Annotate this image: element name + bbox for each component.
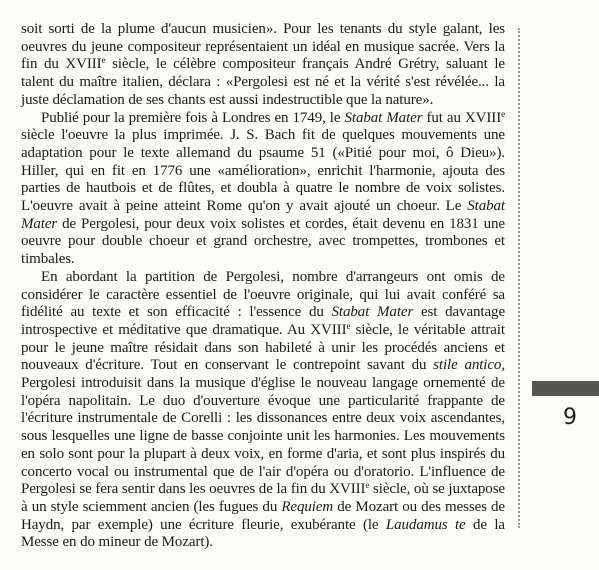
margin-dotted-rule — [518, 28, 520, 528]
text-run: Publié pour la première fois à Londres en 1749, le — [41, 109, 345, 126]
italic-title: Stabat Mater — [21, 198, 505, 232]
text-run: de la Messe en do mineur de Mozart). — [21, 516, 505, 551]
text-run: de Mozart ou des messes de Haydn, par exemple) une écriture fleurie, exubérante (le — [21, 498, 505, 533]
italic-title: Requiem — [281, 498, 334, 515]
text-run: siècle l'oeuvre la plus imprimée. J. S. Bach fit de quelques mouvements une adaptation pour le texte allemand du psaume 51 («Pitié pour moi, ô Dieu»). Hiller, qui en fit en 1776 une «amélioration», enrichit l'harmonie, ajouta des parties de hautbois et de flûtes, et doubla à quatre le nombre de voix solistes. L'oeuvre avait à peine atteint Rome qu'on y avait ajouté un choeur. Le — [21, 127, 505, 215]
body-text — [21, 21, 505, 552]
text-run: En abordant la partition de Pergolesi, nombre d'arrangeurs ont omis de considérer le caractère essentiel de l'oeuvre originale, qui lui avait conféré sa fidélité au texte et son efficacité : l'essence du — [21, 268, 505, 321]
paragraph-3 — [21, 269, 505, 552]
superscript: e — [346, 320, 351, 331]
text-run: siècle, où se juxtapose à un style sciemment ancien (les fugues du — [21, 481, 505, 515]
text-run: siècle, le célèbre compositeur français André Grétry, saluant le talent du maître italien, déclara : «Pergolesi est né et la vérité s'est révélée... la juste déclamation de ses chants est aussi indestructible que la nature». — [21, 56, 505, 108]
text-run: est davantage introspective et méditative que dramatique. Au XVIII — [21, 304, 506, 338]
text-run: siècle, le véritable attrait pour le jeune maître résidait dans son habileté à unir les procédés anciens et nouveaux d'écriture. Tout en conservant le contrepoint savant du — [21, 321, 505, 374]
text-run: fut au XVIII — [422, 109, 502, 126]
superscript: e — [101, 55, 106, 66]
paragraph-1 — [21, 21, 505, 110]
italic-title: Stabat Mater — [331, 304, 414, 321]
thumb-index-tab — [532, 381, 599, 396]
page-number: 9 — [563, 405, 577, 430]
superscript: e — [501, 108, 505, 119]
paragraph-2 — [21, 110, 505, 269]
italic-term: stile antico, — [433, 357, 505, 374]
superscript: e — [365, 480, 370, 491]
text-run: Pergolesi introduisit dans la musique d'église le nouveau langage ornementé de l'opéra napolitain. Le duo d'ouverture évoque une particularité frappante de l'écriture instrumentale de Corelli : les dissonances entre deux voix ascendantes, sous lesquelles une ligne de basse conjointe unit les harmonies. Les mouvements en solo sont pour la plupart à deux voix, en forme d'aria, et sont plus inspirés du concerto vocal ou instrumental que de l'air d'opéra ou d'oratorio. L'influence de Pergolesi se fera sentir dans les oeuvres de la fin du XVIII — [21, 375, 505, 498]
italic-title: Laudamus te — [385, 516, 466, 533]
text-run: de Pergolesi, pour deux voix solistes et cordes, était devenu en 1831 une oeuvre pour double choeur et grand orchestre, avec trompettes, trombones et timbales. — [21, 215, 505, 268]
italic-title: Stabat Mater — [344, 109, 423, 126]
text-run: soit sorti de la plume d'aucun musicien». Pour les tenants du style galant, les oeuvres du jeune compositeur représentaient un idéal en musique sacrée. Vers la fin du XVIII — [21, 21, 505, 73]
